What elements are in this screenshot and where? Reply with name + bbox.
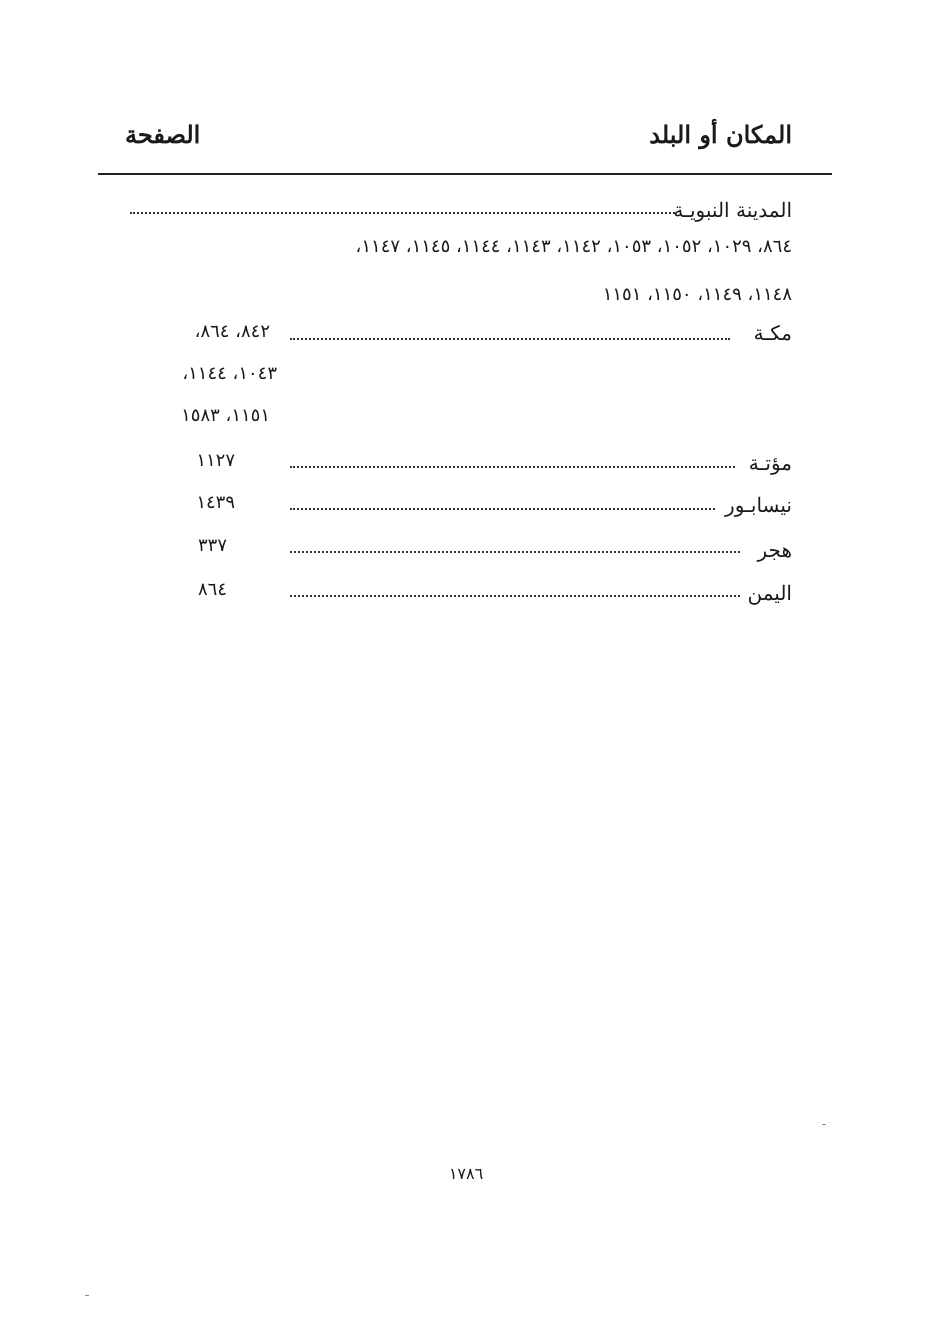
entry-name-nishapur: نيسابـور	[725, 493, 792, 517]
header-rule	[98, 173, 832, 175]
scan-speck	[85, 1295, 89, 1296]
entry-name-madinah: المدينة النبويـة	[673, 198, 792, 222]
leader-dots	[290, 338, 730, 340]
leader-dots	[290, 551, 740, 553]
leader-dots	[130, 212, 675, 214]
entry-name-mutah: مؤتـة	[748, 451, 792, 475]
column-header-page: الصفحة	[125, 120, 201, 149]
entry-pages-line: ٨٤٢، ٨٦٤،	[194, 321, 270, 342]
entry-pages: ١٤٣٩	[196, 492, 235, 513]
entry-pages: ٣٣٧	[197, 535, 227, 556]
leader-dots	[290, 595, 740, 597]
page-number: ١٧٨٦	[448, 1164, 484, 1183]
entry-name-yemen: اليمن	[747, 581, 792, 605]
entry-pages: ١١٢٧	[196, 450, 235, 471]
entry-pages-line: ١١٥١، ١٥٨٣	[181, 405, 270, 426]
scan-speck	[822, 1124, 826, 1125]
entry-pages-line: ١٠٤٣، ١١٤٤،	[182, 363, 277, 384]
entry-pages-line: ٨٦٤، ١٠٢٩، ١٠٥٢، ١٠٥٣، ١١٤٢، ١١٤٣، ١١٤٤، ١١٤٥، ١١٤٧،	[355, 236, 792, 257]
entry-pages-line: ١١٤٨، ١١٤٩، ١١٥٠، ١١٥١	[602, 284, 792, 305]
entry-name-makkah: مكـة	[753, 321, 792, 345]
entry-name-hajar: هجر	[757, 538, 792, 562]
column-header-place: المكان أو البلد	[649, 120, 792, 149]
entry-pages: ٨٦٤	[197, 579, 227, 600]
leader-dots	[290, 508, 715, 510]
leader-dots	[290, 466, 735, 468]
